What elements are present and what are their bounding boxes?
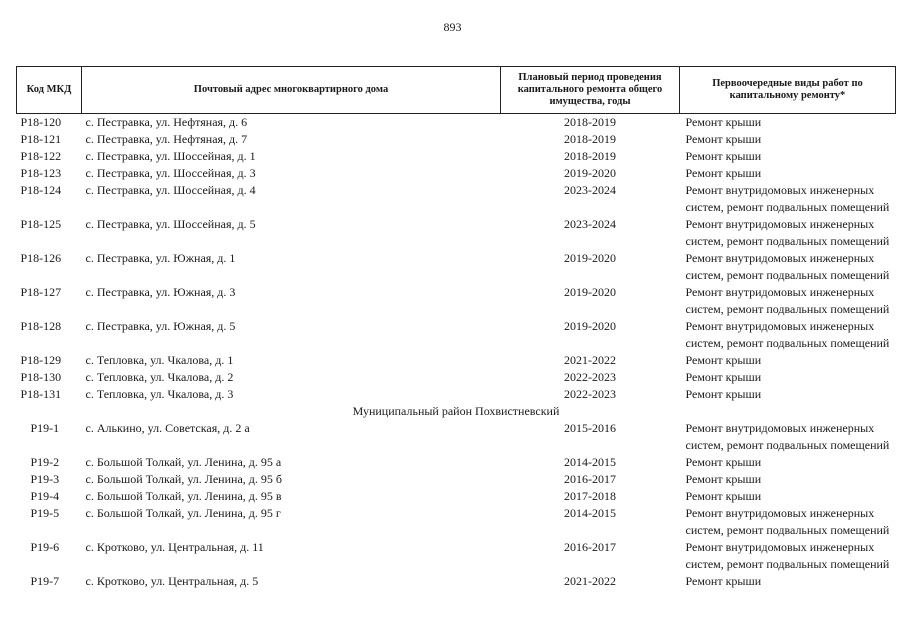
cell-address: с. Большой Толкай, ул. Ленина, д. 95 а [85, 455, 282, 469]
cell-code: P18-120 [20, 115, 62, 129]
cell-period: 2019-2020 [564, 251, 616, 265]
table-row [17, 488, 896, 505]
cell-works: Ремонт внутридомовых инженерных систем, ремонт подвальных помещений [685, 183, 890, 214]
cell-works: Ремонт крыши [685, 574, 762, 588]
cell-period: 2022-2023 [564, 370, 616, 384]
cell-code: P18-122 [20, 149, 62, 163]
section-title: Муниципальный район Похвистневский [352, 404, 560, 418]
cell-address: с. Пестравка, ул. Нефтяная, д. 6 [85, 115, 248, 129]
cell-period: 2016-2017 [564, 540, 616, 554]
cell-period: 2014-2015 [564, 455, 616, 469]
cell-period: 2017-2018 [564, 489, 616, 503]
cell-works: Ремонт внутридомовых инженерных систем, ремонт подвальных помещений [685, 285, 890, 316]
cell-code: P18-125 [20, 217, 62, 231]
table-row [17, 369, 896, 386]
cell-code: P18-131 [20, 387, 62, 401]
header-code: Код МКД [17, 67, 82, 114]
cell-code: P18-127 [20, 285, 62, 299]
cell-works: Ремонт внутридомовых инженерных систем, ремонт подвальных помещений [685, 506, 890, 537]
table-row [17, 386, 896, 403]
header-address: Почтовый адрес многоквартирного дома [82, 67, 501, 114]
cell-address: с. Пестравка, ул. Нефтяная, д. 7 [85, 132, 248, 146]
table-row [17, 318, 896, 352]
cell-address: с. Пестравка, ул. Южная, д. 1 [85, 251, 236, 265]
table-row [17, 284, 896, 318]
cell-period: 2015-2016 [564, 421, 616, 435]
cell-works: Ремонт внутридомовых инженерных систем, ремонт подвальных помещений [685, 217, 890, 248]
cell-address: с. Большой Толкай, ул. Ленина, д. 95 в [85, 489, 282, 503]
cell-address: с. Пестравка, ул. Южная, д. 3 [85, 285, 236, 299]
cell-address: с. Большой Толкай, ул. Ленина, д. 95 б [85, 472, 282, 486]
cell-code: P19-1 [30, 421, 60, 435]
table-row [17, 573, 896, 590]
cell-address: с. Кротково, ул. Центральная, д. 11 [85, 540, 264, 554]
cell-address: с. Пестравка, ул. Шоссейная, д. 5 [85, 217, 256, 231]
cell-address: с. Кротково, ул. Центральная, д. 5 [85, 574, 259, 588]
cell-code: P18-121 [20, 132, 62, 146]
cell-period: 2016-2017 [564, 472, 616, 486]
cell-period: 2023-2024 [564, 183, 616, 197]
cell-works: Ремонт крыши [685, 489, 762, 503]
cell-period: 2022-2023 [564, 387, 616, 401]
cell-works: Ремонт крыши [685, 472, 762, 486]
cell-address: с. Алькино, ул. Советская, д. 2 а [85, 421, 250, 435]
cell-period: 2019-2020 [564, 166, 616, 180]
cell-works: Ремонт внутридомовых инженерных систем, ремонт подвальных помещений [685, 540, 890, 571]
cell-works: Ремонт крыши [685, 115, 762, 129]
cell-period: 2018-2019 [564, 132, 616, 146]
capital-repair-table [16, 66, 896, 590]
cell-code: P19-3 [30, 472, 60, 486]
cell-code: P18-130 [20, 370, 62, 384]
table-row [17, 148, 896, 165]
table-row [17, 420, 896, 454]
cell-code: P19-5 [30, 506, 60, 520]
cell-code: P19-7 [30, 574, 60, 588]
cell-address: с. Тепловка, ул. Чкалова, д. 2 [85, 370, 234, 384]
cell-works: Ремонт крыши [685, 455, 762, 469]
table-header-row [17, 67, 896, 114]
cell-address: с. Пестравка, ул. Южная, д. 5 [85, 319, 236, 333]
table-row [17, 471, 896, 488]
header-period: Плановый период проведения капитального ремонта общего имущества, годы [501, 67, 680, 114]
cell-code: P19-2 [30, 455, 60, 469]
cell-address: с. Пестравка, ул. Шоссейная, д. 1 [85, 149, 256, 163]
cell-code: P19-6 [30, 540, 60, 554]
cell-period: 2019-2020 [564, 285, 616, 299]
cell-code: P18-123 [20, 166, 62, 180]
cell-works: Ремонт крыши [685, 132, 762, 146]
table-row [17, 216, 896, 250]
table-row [17, 505, 896, 539]
table-row [17, 352, 896, 369]
cell-works: Ремонт крыши [685, 353, 762, 367]
cell-period: 2023-2024 [564, 217, 616, 231]
cell-code: P18-129 [20, 353, 62, 367]
cell-address: с. Пестравка, ул. Шоссейная, д. 4 [85, 183, 256, 197]
cell-works: Ремонт крыши [685, 149, 762, 163]
cell-period: 2021-2022 [564, 353, 616, 367]
cell-period: 2021-2022 [564, 574, 616, 588]
cell-works: Ремонт внутридомовых инженерных систем, ремонт подвальных помещений [685, 251, 890, 282]
cell-period: 2018-2019 [564, 149, 616, 163]
cell-works: Ремонт крыши [685, 387, 762, 401]
cell-period: 2018-2019 [564, 115, 616, 129]
cell-address: с. Тепловка, ул. Чкалова, д. 1 [85, 353, 234, 367]
cell-address: с. Тепловка, ул. Чкалова, д. 3 [85, 387, 234, 401]
cell-works: Ремонт крыши [685, 166, 762, 180]
cell-works: Ремонт внутридомовых инженерных систем, ремонт подвальных помещений [685, 319, 890, 350]
cell-works: Ремонт внутридомовых инженерных систем, ремонт подвальных помещений [685, 421, 890, 452]
cell-code: P18-126 [20, 251, 62, 265]
table-body [17, 114, 896, 591]
table-row [17, 539, 896, 573]
cell-works: Ремонт крыши [685, 370, 762, 384]
cell-period: 2014-2015 [564, 506, 616, 520]
header-works: Первоочередные виды работ по капитальному ремонту* [680, 67, 896, 114]
table-row [17, 114, 896, 132]
page-number: 893 [443, 20, 462, 34]
table-row [17, 182, 896, 216]
table-row [17, 250, 896, 284]
cell-code: P19-4 [30, 489, 60, 503]
cell-period: 2019-2020 [564, 319, 616, 333]
section-row [17, 403, 896, 420]
table-row [17, 454, 896, 471]
cell-code: P18-128 [20, 319, 62, 333]
cell-code: P18-124 [20, 183, 62, 197]
cell-address: с. Большой Толкай, ул. Ленина, д. 95 г [85, 506, 281, 520]
cell-address: с. Пестравка, ул. Шоссейная, д. 3 [85, 166, 256, 180]
table-row [17, 165, 896, 182]
table-row [17, 131, 896, 148]
